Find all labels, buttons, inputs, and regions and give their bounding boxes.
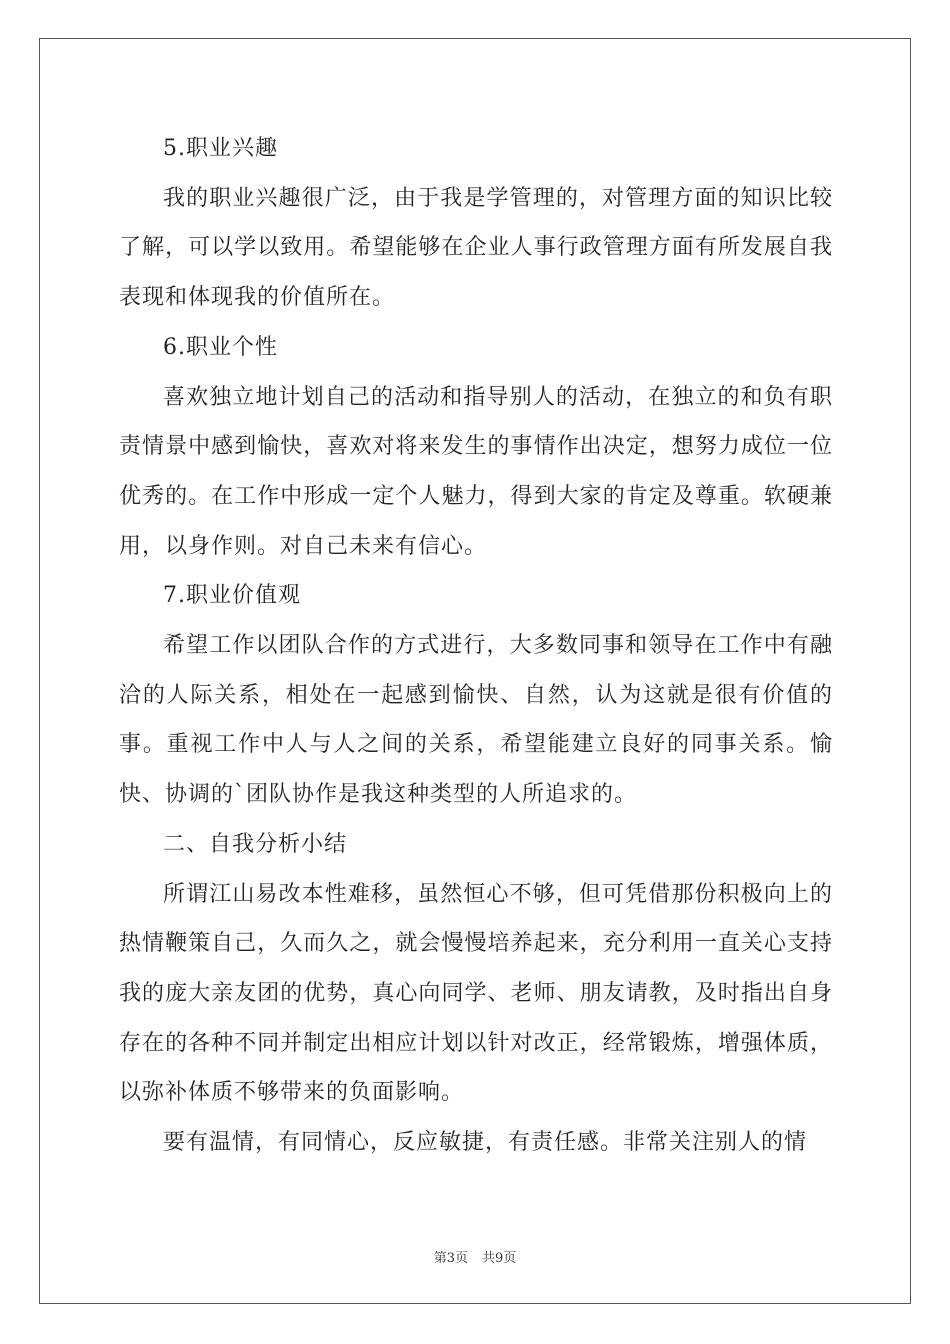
page-footer (0, 1247, 950, 1266)
paragraph-career-interest: 我的职业兴趣很广泛，由于我是学管理的，对管理方面的知识比较了解，可以学以致用。希望能够在企业人事行政管理方面有所发展自我表现和体现我的价值所在。 (119, 185, 833, 311)
section-heading-self-analysis-summary: 二、自我分析小结 (163, 831, 348, 857)
paragraph-career-values: 希望工作以团队合作的方式进行，大多数同事和领导在工作中有融洽的人际关系，相处在一起感到愉快、自然，认为这就是很有价值的事。重视工作中人与人之间的关系，希望能建立良好的同事关系。愉快、协调的`团队协作是我这种类型的人所追求的。 (119, 633, 833, 808)
section-heading-career-values: 7.职业价值观 (163, 583, 301, 609)
page-number: 第3页 (433, 1251, 468, 1266)
document-body (119, 124, 833, 1168)
page-total: 共9页 (482, 1251, 517, 1266)
paragraph-self-analysis-2: 要有温情，有同情心，反应敏捷，有责任感。非常关注别人的情 (163, 1130, 808, 1156)
paragraph-career-personality: 喜欢独立地计划自己的活动和指导别人的活动，在独立的和负有职责情景中感到愉快，喜欢对将来发生的事情作出决定，想努力成位一位优秀的。在工作中形成一定个人魅力，得到大家的肯定及尊重。软硬兼用，以身作则。对自己未来有信心。 (119, 384, 833, 559)
section-heading-career-personality: 6.职业个性 (163, 334, 278, 360)
paragraph-self-analysis-1: 所谓江山易改本性难移，虽然恒心不够，但可凭借那份积极向上的热情鞭策自己，久而久之，就会慢慢培养起来，充分利用一直关心支持我的庞大亲友团的优势，真心向同学、老师、朋友请教，及时指出自身存在的各种不同并制定出相应计划以针对改正，经常锻炼，增强体质，以弥补体质不够带来的负面影响。 (119, 881, 833, 1106)
section-heading-career-interest: 5.职业兴趣 (163, 136, 278, 161)
